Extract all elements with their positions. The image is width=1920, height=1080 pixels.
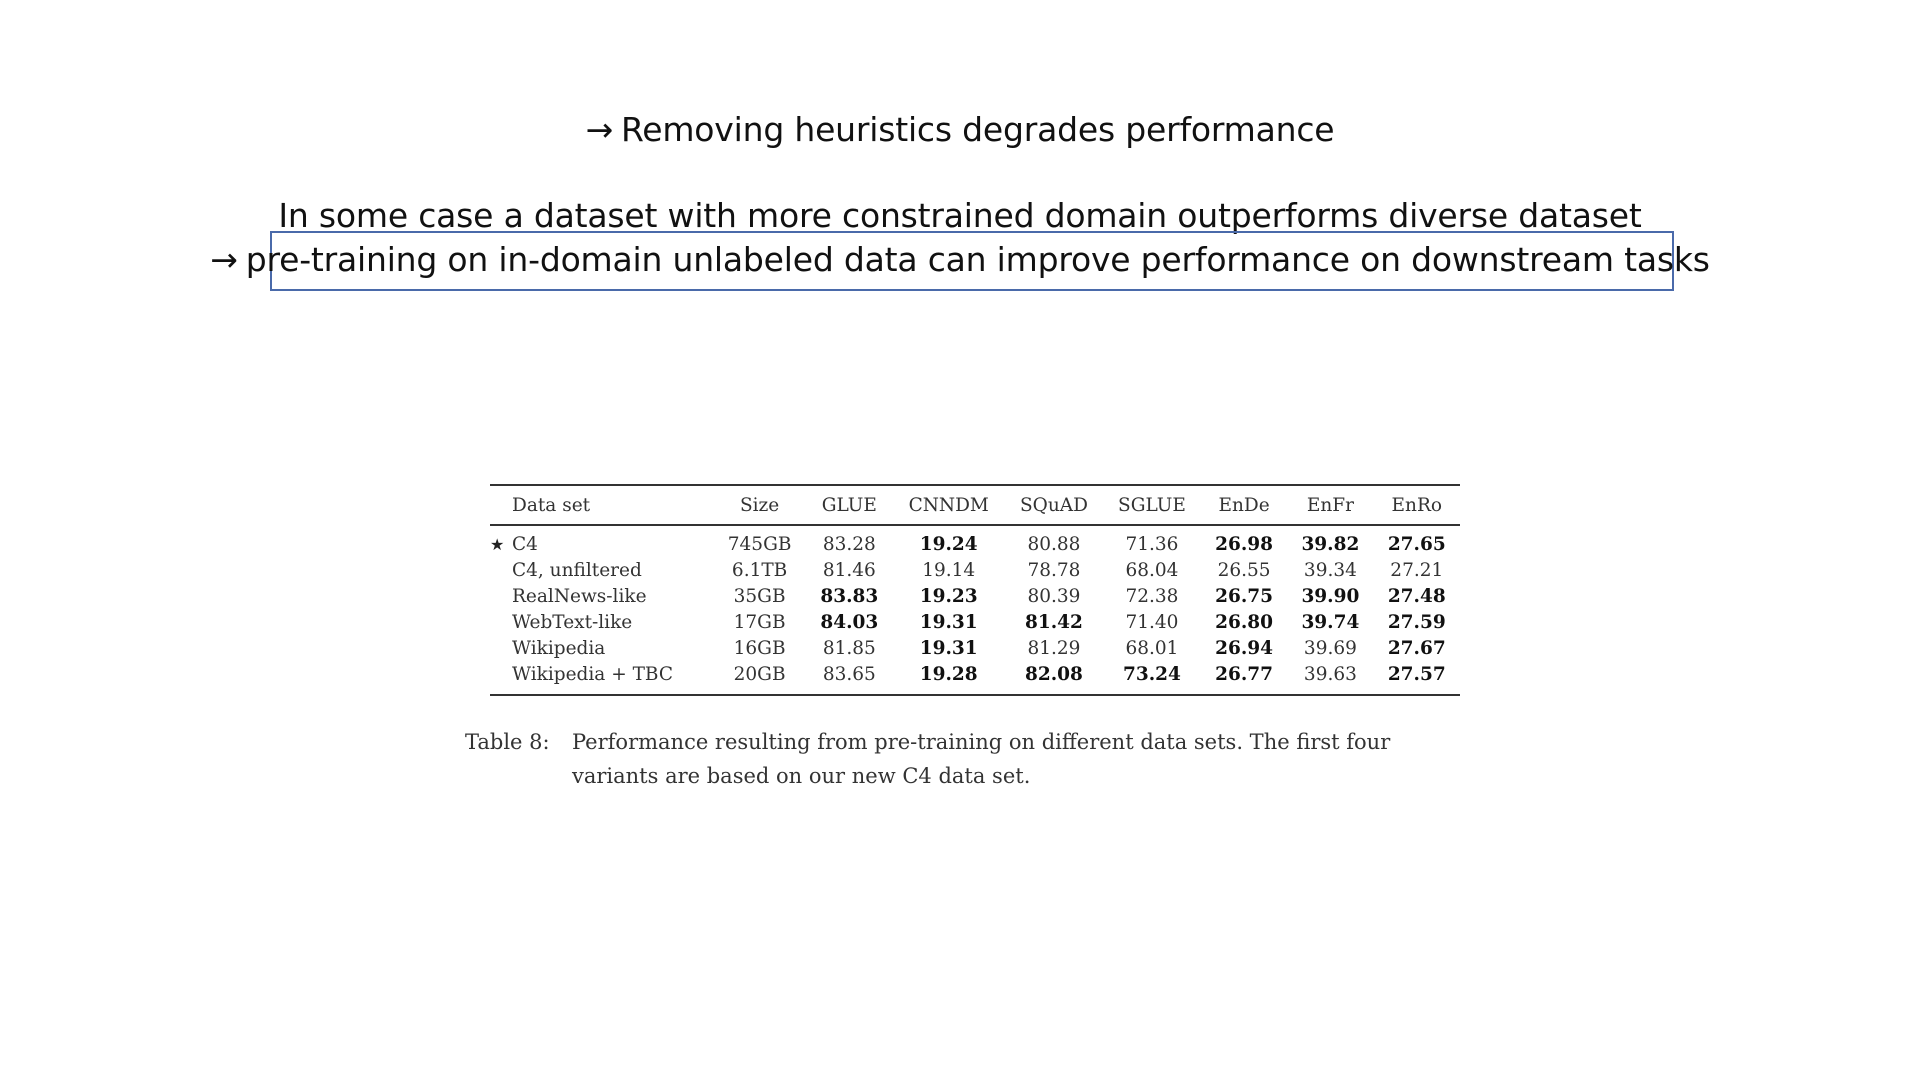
dataset-name: Wikipedia (512, 638, 606, 659)
value-cell: 27.65 (1387, 534, 1446, 555)
dataset-name: Wikipedia + TBC (512, 664, 674, 685)
value-cell: 39.63 (1303, 664, 1357, 685)
table-row (490, 558, 1460, 584)
value-cell: 27.67 (1387, 638, 1446, 659)
value-cell: 81.29 (1027, 638, 1081, 659)
value-cell: 35GB (733, 586, 786, 607)
value-cell: 81.42 (1025, 612, 1083, 633)
value-cell: 72.38 (1125, 586, 1179, 607)
dataset-name-cell (490, 610, 713, 636)
column-header: SGLUE (1103, 485, 1201, 525)
value-cell: 26.75 (1215, 586, 1274, 607)
value-cell: 81.46 (822, 560, 876, 581)
dataset-name: C4 (512, 534, 538, 555)
column-header: EnRo (1374, 485, 1460, 525)
value-cell: 26.55 (1217, 560, 1271, 581)
table-row (490, 525, 1460, 558)
value-cell: 26.94 (1215, 638, 1274, 659)
conclusion-text: pre-training on in-domain unlabeled data can improve performance on downstream tasks (245, 240, 1710, 279)
value-cell: 26.98 (1215, 534, 1274, 555)
results-table (490, 484, 1460, 696)
value-cell: 39.69 (1303, 638, 1357, 659)
value-cell: 73.24 (1122, 664, 1181, 685)
value-cell: 39.90 (1301, 586, 1360, 607)
value-cell: 39.82 (1301, 534, 1360, 555)
column-header: EnFr (1287, 485, 1373, 525)
value-cell: 84.03 (820, 612, 879, 633)
value-cell: 19.14 (922, 560, 976, 581)
star-icon: ★ (490, 535, 505, 554)
value-cell: 19.28 (919, 664, 978, 685)
results-table-image (490, 484, 1460, 696)
value-cell: 39.34 (1303, 560, 1357, 581)
value-cell: 19.31 (919, 638, 978, 659)
table-header-row (490, 485, 1460, 525)
value-cell: 20GB (733, 664, 786, 685)
value-cell: 83.65 (822, 664, 876, 685)
column-header: SQuAD (1005, 485, 1103, 525)
table-row (490, 636, 1460, 662)
value-cell: 19.24 (919, 534, 978, 555)
caption-text-line2: variants are based on our new C4 data set. (572, 764, 1031, 788)
value-cell: 19.31 (919, 612, 978, 633)
dataset-name: C4, unfiltered (512, 560, 642, 581)
arrow-right-icon: → (585, 110, 614, 149)
value-cell: 71.36 (1125, 534, 1179, 555)
column-header: CNNDM (892, 485, 1004, 525)
value-cell: 27.48 (1387, 586, 1446, 607)
arrow-right-icon: → (210, 240, 238, 279)
value-cell: 83.28 (822, 534, 876, 555)
value-cell: 81.85 (822, 638, 876, 659)
table-caption (465, 725, 1510, 793)
table-row (490, 662, 1460, 695)
dataset-name-cell (490, 636, 713, 662)
value-cell: 16GB (733, 638, 786, 659)
value-cell: 78.78 (1027, 560, 1081, 581)
table-row (490, 584, 1460, 610)
dataset-name-cell (490, 584, 713, 610)
value-cell: 745GB (727, 534, 792, 555)
value-cell: 80.39 (1027, 586, 1081, 607)
caption-text-line1: Performance resulting from pre-training on different data sets. The first four (572, 730, 1391, 754)
value-cell: 17GB (733, 612, 786, 633)
dataset-name: RealNews-like (512, 586, 647, 607)
value-cell: 68.01 (1125, 638, 1179, 659)
value-cell: 82.08 (1025, 664, 1083, 685)
column-header: Size (713, 485, 806, 525)
dataset-name-cell (490, 662, 713, 695)
value-cell: 71.40 (1125, 612, 1179, 633)
table-body (490, 525, 1460, 695)
heuristics-statement (0, 110, 1920, 149)
value-cell: 19.23 (919, 586, 978, 607)
value-cell: 80.88 (1027, 534, 1081, 555)
heuristics-text: Removing heuristics degrades performance (621, 110, 1335, 149)
dataset-name-cell (490, 558, 713, 584)
value-cell: 27.57 (1387, 664, 1446, 685)
value-cell: 83.83 (820, 586, 879, 607)
caption-label: Table 8: (465, 730, 550, 754)
column-header: GLUE (806, 485, 892, 525)
domain-statement: In some case a dataset with more constrained domain outperforms diverse dataset (278, 196, 1642, 235)
value-cell: 39.74 (1301, 612, 1360, 633)
value-cell: 26.77 (1215, 664, 1274, 685)
column-header: Data set (490, 485, 713, 525)
in-domain-conclusion (0, 240, 1920, 279)
column-header: EnDe (1201, 485, 1287, 525)
dataset-name-cell (490, 525, 713, 558)
value-cell: 6.1TB (731, 560, 788, 581)
dataset-name: WebText-like (512, 612, 633, 633)
value-cell: 68.04 (1125, 560, 1179, 581)
value-cell: 27.21 (1390, 560, 1444, 581)
value-cell: 27.59 (1387, 612, 1446, 633)
table-row (490, 610, 1460, 636)
value-cell: 26.80 (1215, 612, 1274, 633)
